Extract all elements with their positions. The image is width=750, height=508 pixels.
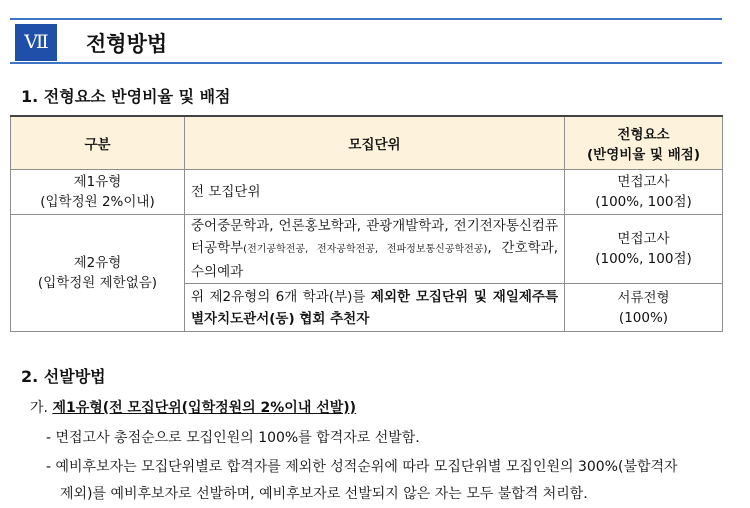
col-header-unit: 모집단위 — [185, 116, 565, 170]
col-header-eval-line2: (반영비율 및 배점) — [586, 147, 701, 163]
bullet-reserve-line2: 제외)를 예비후보자로 선발하며, 예비후보자로 선발되지 않은 자는 모두 불합격 처리함. — [60, 486, 588, 502]
row2-unit-part2: , 간호학과, 수의예과 — [191, 240, 558, 280]
subsection-ga — [30, 397, 356, 417]
row2-unit-text — [185, 215, 564, 283]
header-rule-bottom — [10, 62, 722, 64]
row1-type-line1: 제1유형 — [73, 174, 122, 190]
row2-unit-majors: (전기공학전공, 전자공학전공, 전파정보통신공학전공) — [243, 244, 488, 255]
row2-type-cell — [11, 215, 185, 332]
evaluation-table — [10, 115, 723, 332]
subsection-ga-heading: 제1유형(전 모집단위(입학정원의 2%이내 선발)) — [52, 400, 357, 416]
header-rule-top — [10, 18, 722, 20]
row2-eval-line2: (100%, 100점) — [595, 251, 692, 267]
page-title: 전형방법 — [86, 32, 168, 56]
row2-eval-cell — [565, 215, 723, 284]
table-row — [11, 215, 723, 284]
row2-eval-line1: 면접고사 — [617, 231, 670, 247]
row3-unit-bold: 제외한 모집단위 및 재일제주특별자치도관서(동) 협회 추천자 — [191, 288, 558, 327]
row3-unit-cell — [185, 284, 565, 332]
bullet-interview: - 면접고사 총점순으로 모집인원의 100%를 합격자로 선발함. — [46, 430, 420, 446]
row2-type-line1: 제2유형 — [73, 255, 122, 271]
row1-eval-line1: 면접고사 — [617, 174, 670, 190]
row2-type-line2: (입학정원 제한없음) — [37, 275, 158, 291]
bullet-reserve-line1: - 예비후보자는 모집단위별로 합격자를 제외한 성적순위에 따라 모집단위별 모집인원의 300%(불합격자 — [46, 459, 678, 475]
subsection-ga-prefix: 가. — [30, 400, 53, 416]
row1-eval-line2: (100%, 100점) — [595, 194, 692, 210]
col-header-eval-line1: 전형요소 — [617, 127, 670, 143]
row3-unit-prefix: 위 제2유형의 6개 학과(부)를 — [191, 288, 371, 305]
row1-type-cell — [11, 170, 185, 215]
row1-unit-cell: 전 모집단위 — [185, 170, 565, 215]
bullet-reserve — [46, 454, 726, 508]
table-row — [11, 170, 723, 215]
row2-unit-part1: 중어중문학과, 언론홍보학과, 관광개발학과, 전기전자통신컴퓨터공학부 — [191, 218, 558, 256]
row1-eval-cell — [565, 170, 723, 215]
row3-eval-line2: (100%) — [618, 309, 669, 326]
row3-eval-line1: 서류전형 — [617, 289, 670, 306]
chapter-number-badge: Ⅶ — [15, 24, 57, 61]
section-1-title: 1. 전형요소 반영비율 및 배점 — [21, 87, 231, 106]
row1-type-line2: (입학정원 2%이내) — [40, 194, 155, 210]
table-header-row — [11, 116, 723, 170]
col-header-eval — [565, 116, 723, 170]
row2-unit-cell — [185, 215, 565, 284]
row3-eval-cell — [565, 284, 723, 332]
row3-unit-text — [185, 286, 564, 330]
section-2-title: 2. 선발방법 — [21, 367, 106, 386]
col-header-type: 구분 — [11, 116, 185, 170]
